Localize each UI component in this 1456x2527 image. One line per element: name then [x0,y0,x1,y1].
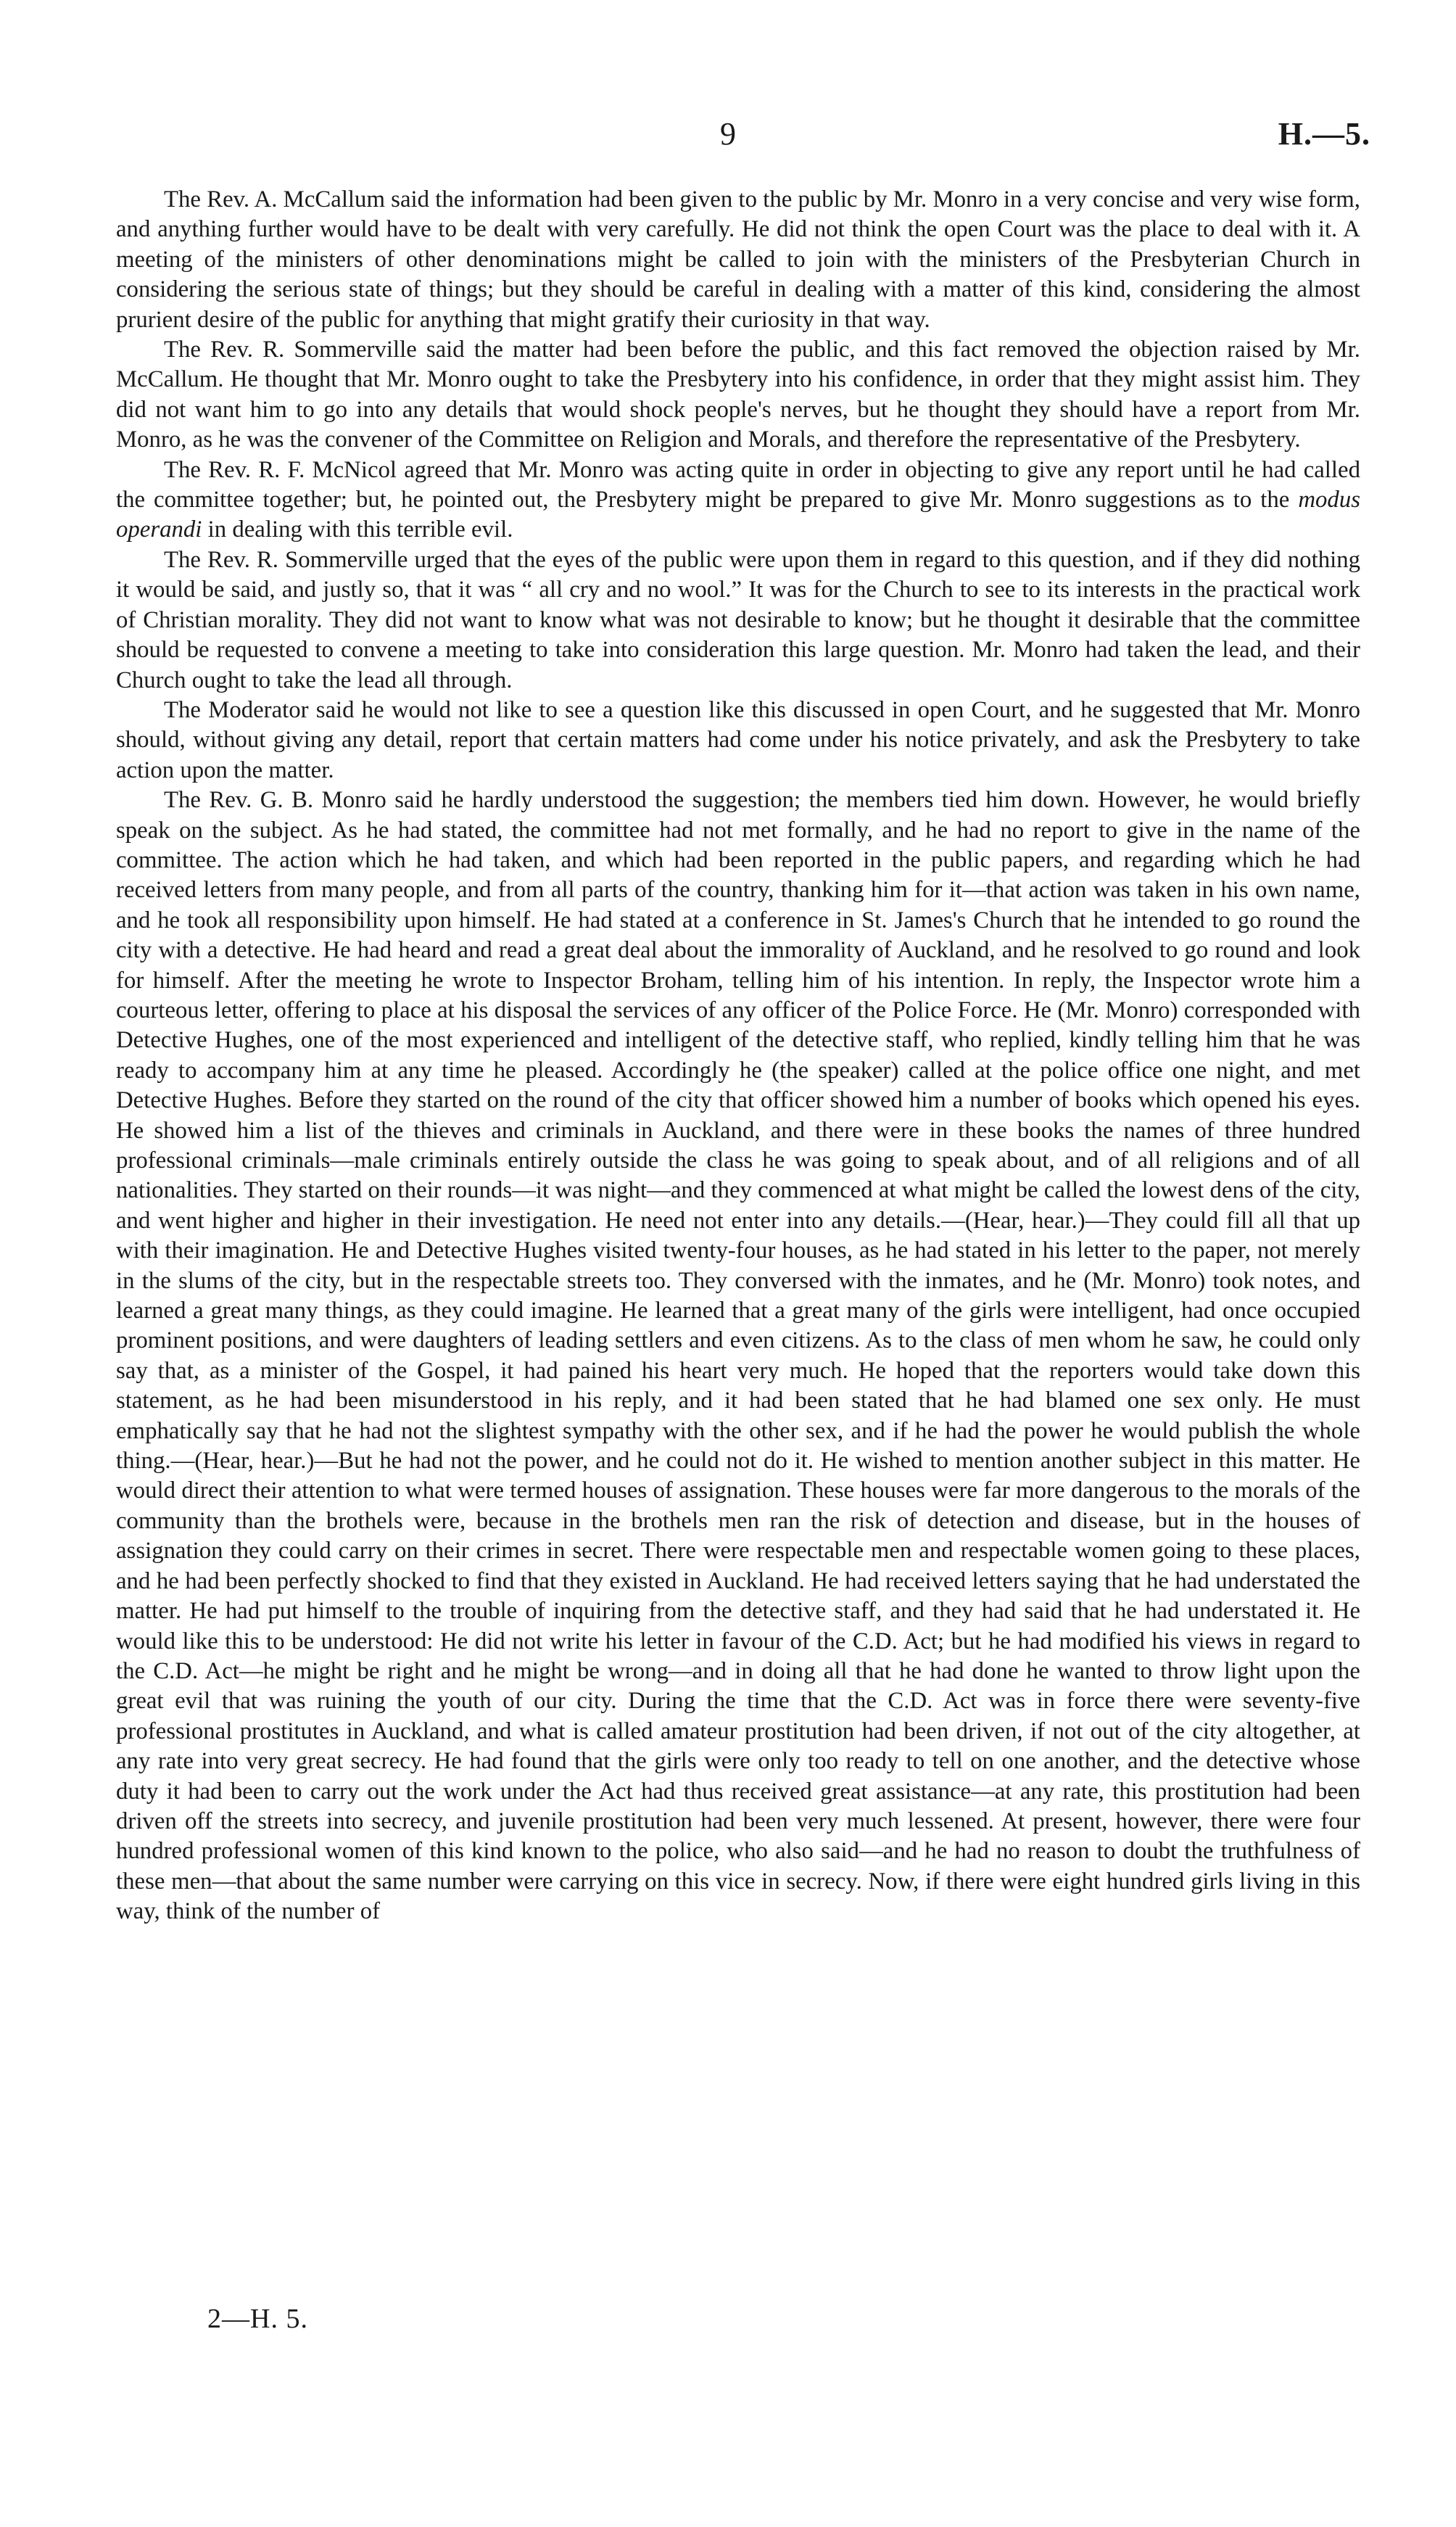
paragraph-moderator: The Moderator said he would not like to see a question like this discussed in open Court, and he suggested that Mr. Monro should, without giving any detail, report that certain matters had come under his notice privately, and ask the Presbytery to take action upon the matter. [116,696,1360,783]
paragraph-mcnicol-text-after: in dealing with this terrible evil. [202,516,513,543]
paragraph-sommerville-2: The Rev. R. Sommerville urged that the eyes of the public were upon them in regard to this question, and if they did nothing it would be said, and justly so, that it was “ all cry and no wool.” It was for the Church to see to its interests in the practical work of Christian morality. They did not want to know what was not desirable to know; but he thought it desirable that the committee should be requested to convene a meeting to take into consideration this large question. Mr. Monro had taken the lead, and their Church ought to take the lead all through. [116,546,1360,693]
paragraph-mcnicol-text-before: The Rev. R. F. McNicol agreed that Mr. Monro was acting quite in order in objecting to give any report until he had called the committee together; but, he pointed out, the Presbytery might be prepared to give Mr. Monro suggestions as to the [116,456,1360,514]
page-number: 9 [720,116,736,152]
paragraph-sommerville-1: The Rev. R. Sommerville said the matter had been before the public, and this fact removed the objection raised by Mr. McCallum. He thought that Mr. Monro ought to take the Presbytery into his confidence, in order that they might assist him. They did not want him to go into any details that would shock people's nerves, but he thought they should have a report from Mr. Monro, as he was the convener of the Committee on Religion and Morals, and therefore the representative of the Presbytery. [116,337,1360,453]
body-text [116,185,1360,1927]
document-reference: H.—5. [1278,116,1370,152]
paragraph-mcnicol-italic: modus operandi [116,487,1360,543]
paragraph-monro: The Rev. G. B. Monro said he hardly understood the suggestion; the members tied him down. However, he would briefly speak on the subject. As he had stated, the committee had not met formally, and he had no report to give in the name of the committee. The action which he had taken, and which had been reported in the public papers, and regarding which he had received letters from many people, and from all parts of the country, thanking him for it—that action was taken in his own name, and he took all responsibility upon himself. He had stated at a conference in St. James's Church that he intended to go round the city with a detective. He had heard and read a great deal about the immorality of Auckland, and he resolved to go round and look for himself. After the meeting he wrote to Inspector Broham, telling him of his intention. In reply, the Inspector wrote him a courteous letter, offering to place at his disposal the services of any officer of the Police Force. He (Mr. Monro) corresponded with Detective Hughes, one of the most experienced and intelligent of the detective staff, who replied, kindly telling him that he was ready to accompany him at any time he pleased. Accordingly he (the speaker) called at the police office one night, and met Detective Hughes. Before they started on the round of the city that officer showed him a number of books which opened his eyes. He showed him a list of the thieves and criminals in Auckland, and there were in these books the names of three hundred professional criminals—male criminals entirely outside the class he was going to speak about, and of all religions and of all nationalities. They started on their rounds—it was night—and they commenced at what might be called the lowest dens of the city, and went higher and higher in their investigation. He need not enter into any details.—(Hear, hear.)—They could fill all that up with their imagination. He and Detective Hughes visited twenty-four houses, as he had stated in his letter to the paper, not merely in the slums of the city, but in the respectable streets too. They conversed with the inmates, and he (Mr. Monro) took notes, and learned a great many things, as they could imagine. He learned that a great many of the girls were intelligent, had once occupied prominent positions, and were daughters of leading settlers and even citizens. As to the class of men whom he saw, he could only say that, as a minister of the Gospel, it had pained his heart very much. He hoped that the reporters would take down this statement, as he had been misunderstood in his reply, and it had been stated that he had blamed one sex only. He must emphatically say that he had not the slightest sympathy with the other sex, and if he had the power he would publish the whole thing.—(Hear, hear.)—But he had not the power, and he could not do it. He wished to mention another subject in this matter. He would direct their attention to what were termed houses of assignation. These houses were far more dangerous to the morals of the community than the brothels were, because in the brothels men ran the risk of detection and disease, but in the houses of assignation they could carry on their crimes in secret. There were respectable men and respectable women going to these places, and he had been perfectly shocked to find that they existed in Auckland. He had received letters saying that he had understated the matter. He had put himself to the trouble of inquiring from the detective staff, and they had said that he had understated it. He would like this to be understood: He did not write his letter in favour of the C.D. Act; but he had modified his views in regard to the C.D. Act—he might be right and he might be wrong—and in doing all that he had done he wanted to throw light upon the great evil that was ruining the youth of our city. During the time that the C.D. Act was in force there were seventy-five professional prostitutes in Auckland, and what is called amateur prostitution had been driven, if not out of the city altogether, at any rate into very great secrecy. He had found that the girls were only too ready to tell on one another, and the detective whose duty it had been to carry out the work under the Act had thus received great assistance—at any rate, this prostitution had been driven off the streets into secrecy, and juvenile prostitution had been very much lessened. At present, however, there were four hundred professional women of this kind known to the police, who also said—and he had no reason to doubt the truthfulness of these men—that about the same number were carrying on this vice in secrecy. Now, if there were eight hundred girls living in this way, think of the number of [116,787,1360,1925]
signature-mark: 2—H. 5. [207,2304,308,2334]
paragraph-mccallum: The Rev. A. McCallum said the information had been given to the public by Mr. Monro in a very concise and very wise form, and anything further would have to be dealt with very carefully. He did not think the open Court was the place to deal with it. A meeting of the ministers of other denominations might be called to join with the ministers of the Presbyterian Church in considering the serious state of things; but they should be careful in dealing with a matter of this kind, considering the almost prurient desire of the public for anything that might gratify their curiosity in that way. [116,186,1360,333]
paragraph-mcnicol [116,455,1360,545]
